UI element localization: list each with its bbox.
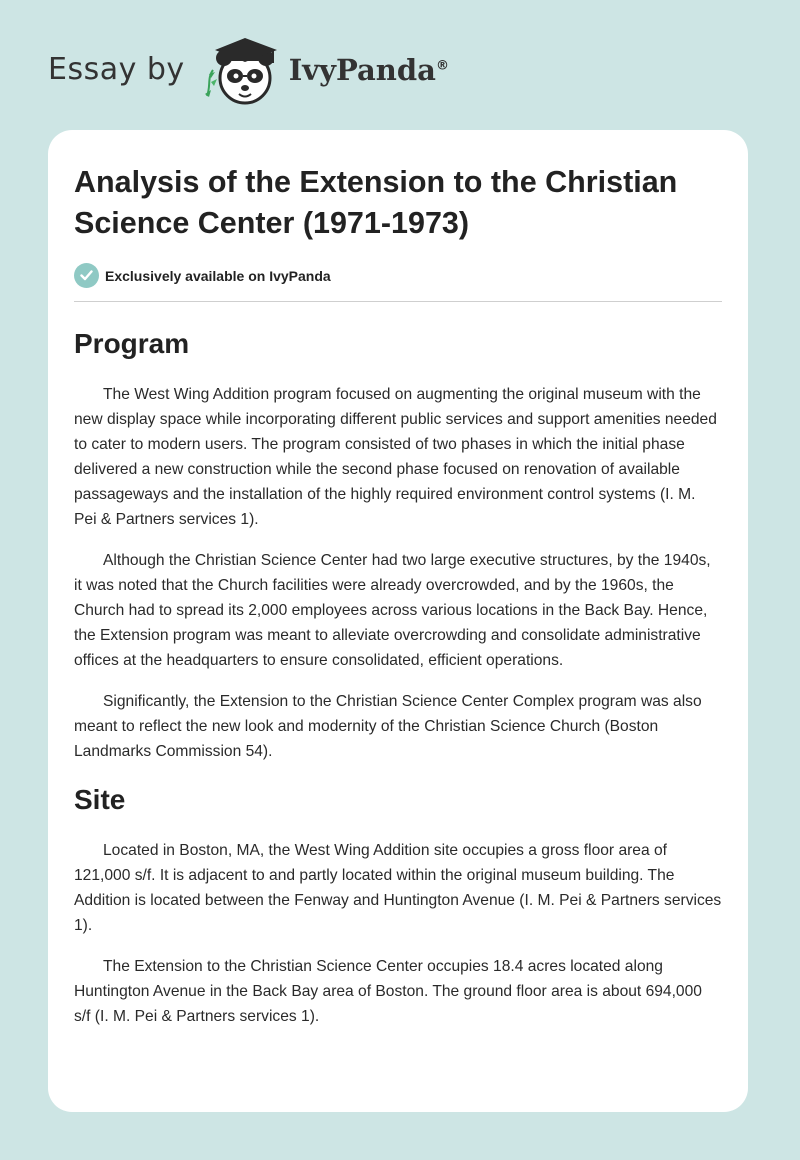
section-body bbox=[74, 382, 722, 764]
paragraph: Located in Boston, MA, the West Wing Addition site occupies a gross floor area of 121,000 s/f. It is adjacent to and partly located within the original museum building. The Addition is located between the Fenway and Huntington Avenue (I. M. Pei & Partners services 1). bbox=[74, 842, 722, 934]
paragraph: Significantly, the Extension to the Christian Science Center Complex program was also meant to reflect the new look and modernity of the Christian Science Church (Boston Landmarks Commission 54). bbox=[74, 693, 702, 760]
brand-name[interactable]: IvyPanda® bbox=[288, 53, 449, 87]
exclusive-badge bbox=[74, 263, 722, 288]
panda-logo-icon bbox=[199, 36, 285, 108]
exclusive-badge-label: Exclusively available on IvyPanda bbox=[105, 267, 331, 284]
brand-header bbox=[48, 36, 449, 108]
brand-prefix: Essay by bbox=[48, 51, 185, 87]
paragraph: The West Wing Addition program focused on augmenting the original museum with the new display space while incorporating different public services and support amenities needed to cater to modern users. The program consisted of two phases in which the initial phase delivered a new construction while the second phase focused on renovation of available passageways and the installation of the highly required environment control systems (I. M. Pei & Partners services 1). bbox=[74, 386, 717, 528]
essay-card bbox=[48, 130, 748, 1112]
section-body bbox=[74, 838, 722, 1029]
page-title: Analysis of the Extension to the Christian Science Center (1971-1973) bbox=[74, 165, 678, 240]
section-heading: Program bbox=[74, 328, 190, 359]
paragraph: Although the Christian Science Center had two large executive structures, by the 1940s, it was noted that the Church facilities were already overcrowded, and by the 1960s, the Church had to spread its 2,000 employees across various locations in the Back Bay. Hence, the Extension program was meant to alleviate overcrowding and consolidate administrative offices at the headquarters to ensure consolidated, efficient operations. bbox=[74, 552, 711, 669]
paragraph: The Extension to the Christian Science Center occupies 18.4 acres located along Huntington Avenue in the Back Bay area of Boston. The ground floor area is about 694,000 s/f (I. M. Pei & Partners services 1). bbox=[74, 958, 702, 1025]
check-circle-icon bbox=[74, 263, 99, 288]
title-divider bbox=[74, 301, 722, 302]
registered-mark: ® bbox=[435, 58, 449, 74]
section-heading: Site bbox=[74, 784, 126, 815]
